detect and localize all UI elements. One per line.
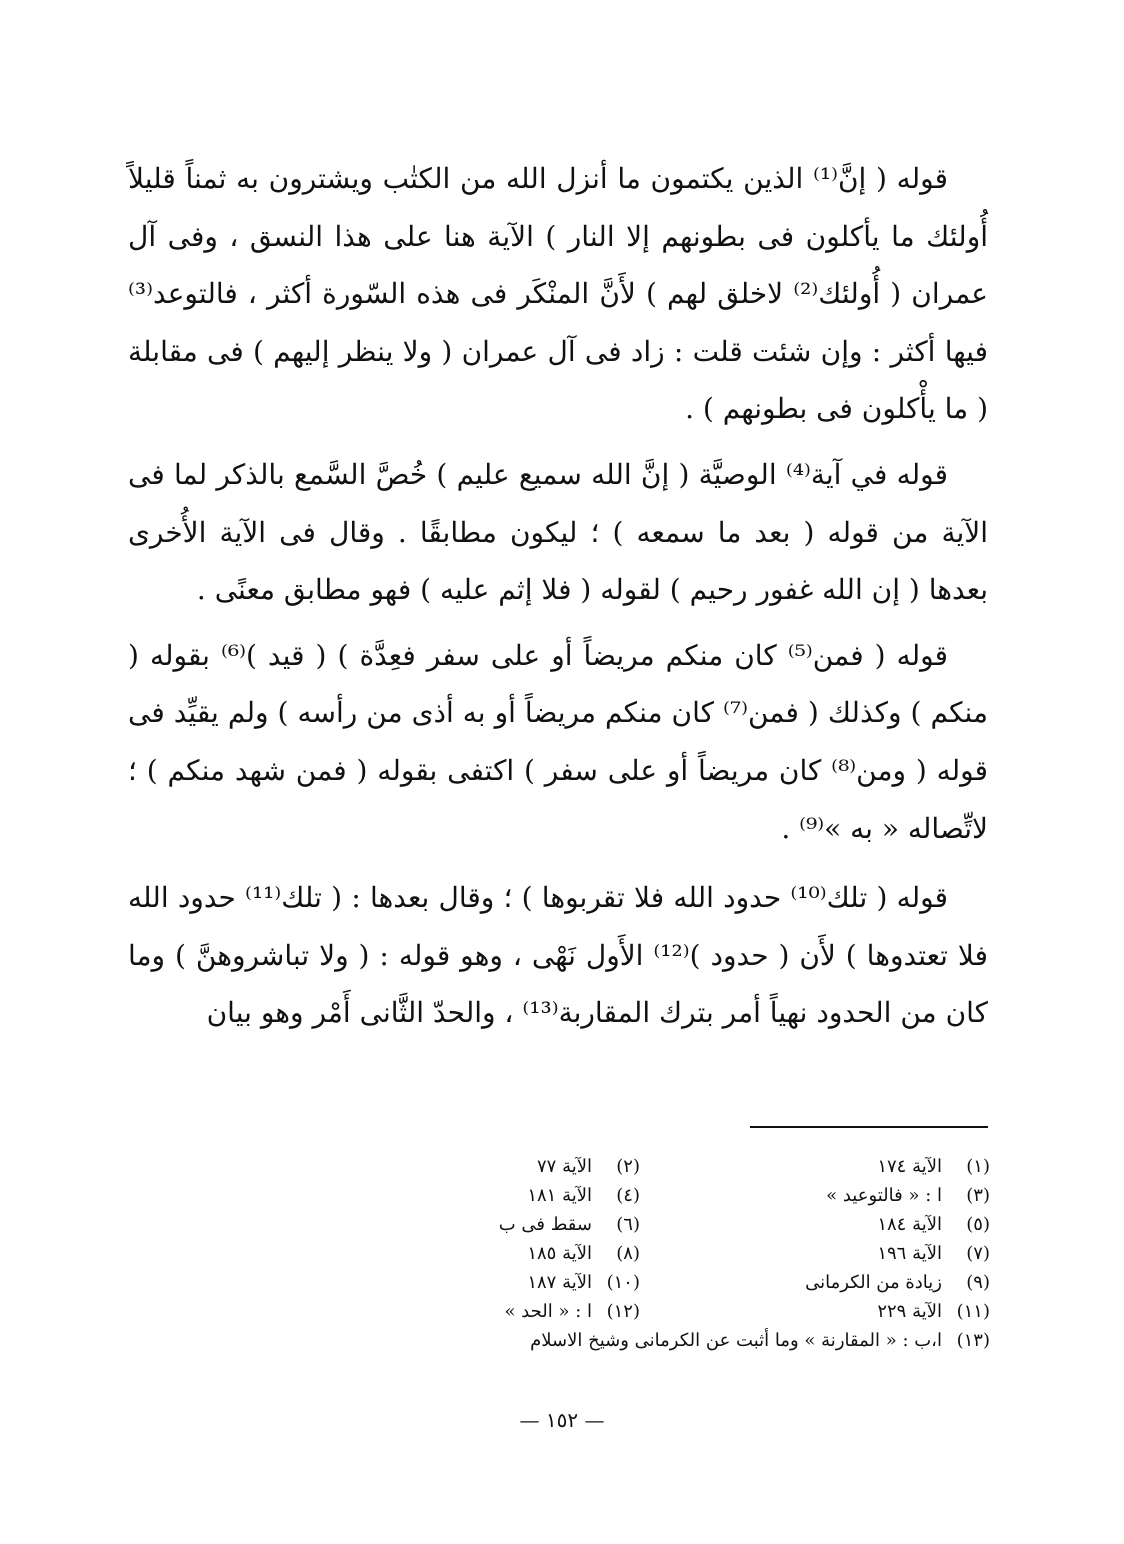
footnote-11 xyxy=(680,1297,990,1326)
footnote-text: ا،ب : « المقارنة » وما أثبت عن الكرمانى وشيخ الاسلام xyxy=(530,1330,942,1351)
footnote-5 xyxy=(680,1210,990,1239)
paragraph-4: قوله ( تلك⁽¹⁰⁾ حدود الله فلا تقربوها ) ؛ وقال بعدها : ( تلك⁽¹¹⁾ حدود الله فلا تعتدوها ) لأَن ( حدود )⁽¹²⁾ الأَول نَهْى ، وهو قوله : ( ولا تباشروهنَّ ) وما كان من الحدود نهياً أمر بترك المقاربة⁽¹³⁾ ، والحدّ الثَّانى أَمْر وهو بيان xyxy=(128,881,988,1030)
footnote-text: الآية ١٨١ xyxy=(527,1185,592,1206)
footnote-8 xyxy=(330,1239,640,1268)
footnote-2 xyxy=(330,1152,640,1181)
main-text xyxy=(128,150,988,1050)
footnote-text: الآية ٧٧ xyxy=(537,1156,592,1177)
footnote-13 xyxy=(330,1326,990,1355)
footnote-10 xyxy=(330,1268,640,1297)
footnote-text: زيادة من الكرمانى xyxy=(805,1272,942,1293)
paragraph-3: قوله ( فمن⁽⁵⁾ كان منكم مريضاً أو على سفر فعِدَّة ) ( قيد )⁽⁶⁾ بقوله ( منكم ) وكذلك ( فمن⁽⁷⁾ كان منكم مريضاً أو به أذى من رأسه ) ولم يقيِّد فى قوله ( ومن⁽⁸⁾ كان مريضاً أو على سفر ) اكتفى بقوله ( فمن شهد منكم ) ؛ لاتِّصاله « به »⁽⁹⁾ . xyxy=(128,638,989,845)
footnote-9 xyxy=(680,1268,990,1297)
footnotes xyxy=(330,1152,990,1355)
footnote-number: (٩) xyxy=(966,1272,990,1293)
paragraph-2: قوله في آية⁽⁴⁾ الوصيَّة ( إنَّ الله سميع عليم ) خُصَّ السَّمع بالذكر لما فى الآية من قوله ( بعد ما سمعه ) ؛ ليكون مطابقًا . وقال فى الآية الأُخرى بعدها ( إن الله غفور رحيم ) لقوله ( فلا إثم عليه ) فهو مطابق معنًى . xyxy=(128,457,988,607)
footnote-number: (٢) xyxy=(616,1156,640,1177)
footnote-text: سقط فى ب xyxy=(498,1214,592,1235)
footnote-12 xyxy=(330,1297,640,1326)
footnote-number: (٣) xyxy=(966,1185,990,1206)
footnote-number: (٦) xyxy=(616,1214,640,1235)
footnote-text: الآية ١٨٧ xyxy=(527,1272,592,1293)
footnote-number: (٨) xyxy=(616,1243,640,1264)
footnote-number: (١٣) xyxy=(956,1330,990,1351)
footnote-number: (٥) xyxy=(966,1214,990,1235)
footnote-number: (٧) xyxy=(966,1243,990,1264)
footnote-text: الآية ٢٢٩ xyxy=(877,1301,942,1322)
footnote-6 xyxy=(330,1210,640,1239)
footnote-7 xyxy=(680,1239,990,1268)
footnote-number: (١٠) xyxy=(606,1272,640,1293)
footnote-3 xyxy=(680,1181,990,1210)
footnote-text: الآية ١٨٤ xyxy=(877,1214,942,1235)
footnote-4 xyxy=(330,1181,640,1210)
footnote-text: الآية ١٧٤ xyxy=(877,1156,942,1177)
footnote-number: (٤) xyxy=(616,1185,640,1206)
footnote-number: (١٢) xyxy=(606,1301,640,1322)
footnote-1 xyxy=(680,1152,990,1181)
footnote-number: (١١) xyxy=(956,1301,990,1322)
footnote-divider xyxy=(750,1126,988,1128)
footnote-number: (١) xyxy=(966,1156,990,1177)
page-number: — ١٥٢ — xyxy=(519,1408,605,1432)
footnote-text: ا : « فالتوعيد » xyxy=(826,1185,942,1206)
footnote-text: الآية ١٩٦ xyxy=(877,1243,942,1264)
paragraph-1: قوله ( إنَّ⁽¹⁾ الذين يكتمون ما أنزل الله من الكتٰب ويشترون به ثمناً قليلاً أُولئك ما يأكلون فى بطونهم إلا النار ) الآية هنا على هذا النسق ، وفى آل عمران ( أُولئك⁽²⁾ لاخلق لهم ) لأَنَّ المنْكَر فى هذه السّورة أكثر ، فالتوعد⁽³⁾ فيها أكثر : وإن شئت قلت : زاد فى آل عمران ( ولا ينظر إليهم ) فى مقابلة ( ما يأْكلون فى بطونهم ) . xyxy=(128,162,988,426)
footnote-text: ا : « الحد » xyxy=(504,1301,592,1322)
footnote-text: الآية ١٨٥ xyxy=(527,1243,592,1264)
